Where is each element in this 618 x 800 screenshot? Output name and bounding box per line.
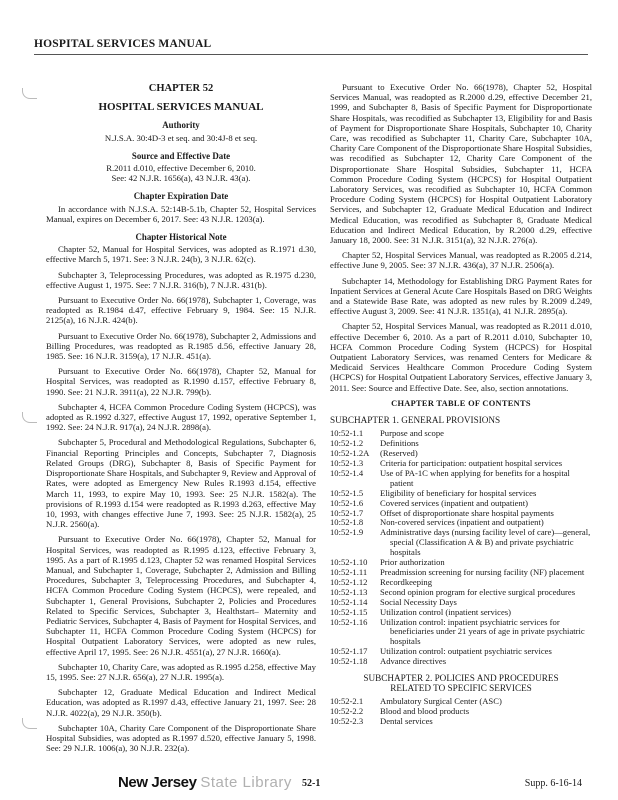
toc-section-number: 10:52-1.12 bbox=[330, 576, 368, 587]
toc-section-title: Advance directives bbox=[380, 656, 447, 667]
toc-title: CHAPTER TABLE OF CONTENTS bbox=[391, 398, 531, 408]
toc-section-title: Social Necessity Days bbox=[380, 596, 457, 607]
toc-section-title: Second opinion program for elective surgical procedures bbox=[380, 586, 576, 597]
subchapter-heading: SUBCHAPTER 1. GENERAL PROVISIONS bbox=[330, 415, 501, 426]
toc-entry bbox=[330, 588, 592, 598]
scan-corner-mark bbox=[22, 412, 37, 423]
history-paragraph: Chapter 52, Hospital Services Manual, was readopted as R.2005 d.214, effective June 9, 2005. See: 37 N.J.R. 436(a), 37 N.J.R. 2506(a). bbox=[330, 250, 592, 271]
toc-entry bbox=[330, 618, 592, 648]
toc-table bbox=[330, 429, 592, 667]
toc-table bbox=[330, 697, 592, 727]
expiration-text: In accordance with N.J.S.A. 52:14B-5.1b, Chapter 52, Hospital Services Manual, expires on December 6, 2017. See: 43 N.J.R. 1203(a). bbox=[46, 203, 316, 224]
authority-heading: Authority bbox=[162, 120, 200, 131]
toc-section-number: 10:52-1.1 bbox=[330, 428, 364, 439]
toc-section-title: Definitions bbox=[380, 438, 419, 449]
toc-section-title: Blood and blood products bbox=[380, 706, 470, 717]
toc-entry bbox=[330, 657, 592, 667]
history-paragraph: Pursuant to Executive Order No. 66(1978), Subchapter 1, Coverage, was readopted as R.1984 d.47, effective February 9, 1984. See: 15 N.J.R. 2125(a), 16 N.J.R. 424(b). bbox=[46, 295, 316, 326]
expiration-heading: Chapter Expiration Date bbox=[133, 191, 229, 202]
header-rule bbox=[34, 54, 588, 55]
toc-section-title: (Reserved) bbox=[380, 448, 418, 459]
toc-section-title: Utilization control (inpatient services) bbox=[380, 606, 512, 617]
history-paragraph: Pursuant to Executive Order No. 66(1978), Chapter 52, Manual for Hospital Services, was readopted as R.1995 d.123, effective February 3, 1995. As a part of R.1995 d.123, Chapter 52 was renamed Hospital Services Manual, and Subchapter 1, Coverage, Subchapter 2, Admission and Billing Procedures, Subchapter 3, Teleprocessing Procedures, and Subchapter 4, HCFA Common Procedure Coding System (HCPCS), were repealed, and Subchapter 1, General Provisions, Subchapter 2, Policies and Procedures Related to Specific Services, Subchapter 3, Healthstart– Maternity and Pediatric Services, Subchapter 4, Basis of Payment for Hospital Services, and Subchapter 11, HCFA Common Procedure Coding System (HCPCS) for Hospital Outpatient Laboratory Services, were adopted as new rules, effective April 17, 1995. See: 26 N.J.R. 4551(a), 27 N.J.R. 1660(a). bbox=[46, 534, 316, 657]
toc-section-number: 10:52-1.13 bbox=[330, 586, 368, 597]
toc-section-title: Non-covered services (inpatient and outpatient) bbox=[380, 517, 544, 528]
toc-entry bbox=[330, 717, 592, 727]
toc-section-title: Administrative days (nursing facility level of care)—general, special (Classification A & B) and private psychiatric hospitals bbox=[380, 527, 591, 558]
history-paragraph: Subchapter 3, Teleprocessing Procedures, was adopted as R.1975 d.230, effective August 1, 1975. See: 7 N.J.R. 316(b), 7 N.J.R. 431(b). bbox=[46, 269, 316, 290]
toc-section-title: Criteria for participation: outpatient hospital services bbox=[380, 458, 563, 469]
toc-section-title: Dental services bbox=[380, 716, 433, 727]
history-heading: Chapter Historical Note bbox=[135, 232, 227, 243]
toc-section-title: Ambulatory Surgical Center (ASC) bbox=[380, 696, 502, 707]
brand-bold: New Jersey bbox=[118, 774, 197, 791]
toc-section-number: 10:52-1.15 bbox=[330, 606, 368, 617]
toc-entry bbox=[330, 469, 592, 489]
history-paragraph: Subchapter 10A, Charity Care Component of the Disproportionate Share Hospital Subsidies, was adopted as R.1997 d.520, effective January 5, 1998. See: 29 N.J.R. 1006(a), 30 N.J.R. 232(a). bbox=[46, 722, 316, 754]
toc-section-number: 10:52-1.10 bbox=[330, 557, 368, 568]
chapter-title: HOSPITAL SERVICES MANUAL bbox=[98, 101, 264, 114]
toc-section-number: 10:52-1.8 bbox=[330, 517, 364, 528]
history-paragraph: Pursuant to Executive Order No. 66(1978), Chapter 52, Manual for Hospital Services, was readopted as R.1990 d.157, effective February 8, 1990. See: 21 N.J.R. 3911(a), 22 N.J.R. 799(b). bbox=[46, 366, 316, 397]
history-paragraph: Pursuant to Executive Order No. 66(1978), Chapter 52, Hospital Services Manual, was readopted as R.2000 d.29, effective December 21, 1999, and Subchapter 8, Basis of Specific Payment for Disproportionate Share Hospitals, was recodified as Subchapter 13, Eligibility for and Basis of Payment for Disproportionate Share Hospitals, Subchapter 10, Charity Care, was recodified as Subchapter 11, Charity Care, Subchapter 10A, Charity Care Component of the Disproportionate Share Hospital Subsidies, was recodified as Subchapter 12, Charity Care Component of the Disproportionate Share Hospital Subsidies, Subchapter 11, HCFA Common Procedure Coding System (HCPCS) for Hospital Outpatient Laboratory Services, was recodified as Subchapter 10, HCFA Common Procedure Coding System (HCPCS) for Hospital Outpatient Laboratory Services, and Subchapter 12, Graduate Medical Education and Indirect Medical Education, was recodified as Subchapter 8, Graduate Medical Education and Indirect Medical Education, by R.2000 d.29, effective January 18, 2000. See: 31 N.J.R. 3151(a), 32 N.J.R. 276(a). bbox=[330, 82, 592, 246]
chapter-label: CHAPTER 52 bbox=[148, 83, 214, 94]
source-heading: Source and Effective Date bbox=[131, 150, 231, 161]
toc-section-number: 10:52-1.11 bbox=[330, 566, 368, 577]
toc-section-number: 10:52-1.9 bbox=[330, 527, 364, 538]
toc-section-title: Offset of disproportionate share hospital payments bbox=[380, 507, 554, 518]
scan-corner-mark bbox=[22, 88, 37, 99]
toc-section-title: Use of PA-1C when applying for benefits for a hospital patient bbox=[380, 467, 570, 488]
toc-entry bbox=[330, 568, 592, 578]
toc-section-number: 10:52-1.17 bbox=[330, 646, 368, 657]
history-paragraph: Chapter 52, Hospital Services Manual, was readopted as R.2011 d.010, effective December 6, 2010. As a part of R.2011 d.010, Subchapter 10, HCFA Common Procedure Coding System (HCPCS) for Hospital Outpatient Laboratory Services, was renamed Centers for Medicare & Medicaid Services Healthcare Common Procedure Coding System (HCPCS) for Hospital Outpatient Laboratory Services, effective January 3, 2011. See: Source and Effective Date. See, also, section annotations. bbox=[330, 321, 592, 393]
history-paragraph: Subchapter 5, Procedural and Methodological Regulations, Subchapter 6, Financial Reporting Principles and Concepts, Subchapter 7, Diagnosis Related Groups (DRG), Subchapter 8, Basis of Specific Payment for Disproportionate Share Hospitals, and Subchapter 9, Review and Approval of Rates, were adopted as Emergency New Rules R.1993 d.154, effective March 11, 1993, to expire May 10, 1993. See: 25 N.J.R. 1582(a). The provisions of R.1993 d.154 were readopted as R.1993 d.263, effective May 10, 1993, with changes effective June 7, 1993. See: 25 N.J.R. 1582(a), 25 N.J.R. 2560(a). bbox=[46, 437, 316, 530]
toc-entry bbox=[330, 439, 592, 449]
source-line: See: 42 N.J.R. 1656(a), 43 N.J.R. 43(a). bbox=[111, 173, 251, 184]
history-paragraph: Pursuant to Executive Order No. 66(1978), Subchapter 2, Admissions and Billing Procedures, was readopted as R.1985 d.56, effective January 28, 1985. See: 16 N.J.R. 3159(a), 17 N.J.R. 451(a). bbox=[46, 330, 316, 362]
page-number: 52-1 bbox=[302, 778, 321, 789]
toc-section-title: Utilization control: outpatient psychiatric services bbox=[380, 646, 552, 657]
toc-entry bbox=[330, 528, 592, 558]
authority-text: N.J.S.A. 30:4D-3 et seq. and 30:4J-8 et seq. bbox=[104, 132, 258, 143]
history-paragraph: Subchapter 4, HCFA Common Procedure Coding System (HCPCS), was adopted as R.1992 d.327, effective August 17, 1992, operative September 1, 1992. See: 24 N.J.R. 917(a), 24 N.J.R. 2898(a). bbox=[46, 401, 316, 433]
toc-section-number: 10:52-1.5 bbox=[330, 487, 364, 498]
toc-section-title: Prior authorization bbox=[380, 557, 445, 568]
toc-section-number: 10:52-1.18 bbox=[330, 656, 368, 667]
toc-section-number: 10:52-1.6 bbox=[330, 497, 364, 508]
supplement-date: Supp. 6-16-14 bbox=[524, 778, 582, 789]
library-watermark bbox=[118, 774, 292, 791]
history-paragraph: Subchapter 10, Charity Care, was adopted as R.1995 d.258, effective May 15, 1995. See: 27 N.J.R. 656(a), 27 N.J.R. 1995(a). bbox=[46, 661, 316, 682]
brand-faded: State Library bbox=[200, 774, 292, 791]
toc-section-number: 10:52-1.14 bbox=[330, 596, 368, 607]
toc-section-title: Purpose and scope bbox=[380, 428, 444, 439]
toc-section-number: 10:52-1.7 bbox=[330, 507, 364, 518]
source-line: R.2011 d.010, effective December 6, 2010. bbox=[106, 163, 256, 174]
toc-section-number: 10:52-1.2 bbox=[330, 438, 364, 449]
history-paragraph: Subchapter 12, Graduate Medical Education and Indirect Medical Education, was adopted as R.1997 d.43, effective January 21, 1997. See: 28 N.J.R. 4022(a), 29 N.J.R. 350(b). bbox=[46, 687, 316, 718]
toc-entry bbox=[330, 707, 592, 717]
toc-section-title: Utilization control: inpatient psychiatric services for beneficiaries under 21 years of age in private psychiatric hospitals bbox=[380, 616, 585, 647]
toc-section-number: 10:52-2.2 bbox=[330, 706, 364, 717]
running-header: HOSPITAL SERVICES MANUAL bbox=[34, 38, 212, 50]
left-column bbox=[46, 82, 316, 758]
history-paragraph: Chapter 52, Manual for Hospital Services, was adopted as R.1971 d.30, effective March 5, 1971. See: 3 N.J.R. 24(b), 3 N.J.R. 62(c). bbox=[46, 244, 316, 265]
toc-section-number: 10:52-1.4 bbox=[330, 467, 364, 478]
toc-section-number: 10:52-2.3 bbox=[330, 716, 364, 727]
scan-corner-mark bbox=[22, 718, 37, 729]
subchapter-heading-cont: RELATED TO SPECIFIC SERVICES bbox=[390, 683, 532, 694]
toc-section-number: 10:52-1.16 bbox=[330, 616, 368, 627]
toc-section-number: 10:52-2.1 bbox=[330, 696, 364, 707]
toc-section-title: Eligibility of beneficiary for hospital services bbox=[380, 487, 537, 498]
history-paragraph: Subchapter 14, Methodology for Establishing DRG Payment Rates for Inpatient Services at General Acute Care Hospitals Based on DRG Weights and a Statewide Base Rate, was adopted as new rules by R.2009 d.249, effective August 3, 2009. See: 41 N.J.R. 1351(a), 41 N.J.R. 2895(a). bbox=[330, 275, 592, 317]
toc-section-title: Preadmission screening for nursing facility (NF) placement bbox=[380, 566, 585, 577]
right-column bbox=[330, 82, 592, 727]
toc-section-title: Covered services (inpatient and outpatient) bbox=[380, 497, 528, 508]
toc-entry bbox=[330, 647, 592, 657]
subchapter-heading: SUBCHAPTER 2. POLICIES AND PROCEDURES bbox=[363, 673, 559, 684]
toc-entry bbox=[330, 429, 592, 439]
toc-section-title: Recordkeeping bbox=[380, 576, 433, 587]
toc-section-number: 10:52-1.2A bbox=[330, 448, 370, 459]
toc-section-number: 10:52-1.3 bbox=[330, 458, 364, 469]
